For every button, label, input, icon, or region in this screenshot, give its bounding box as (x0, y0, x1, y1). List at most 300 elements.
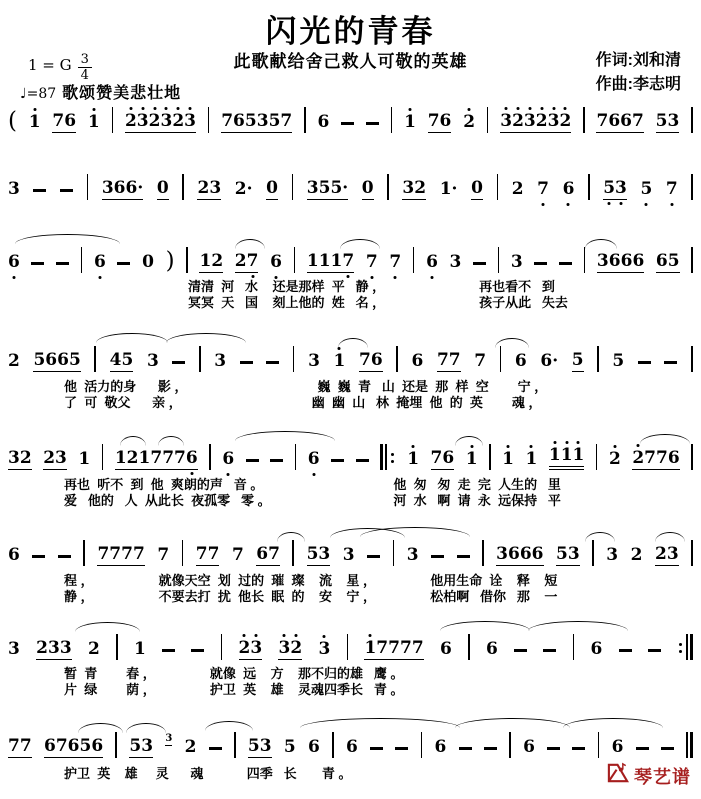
note-digit: 7 (358, 350, 371, 370)
note-group (52, 113, 76, 133)
note-digit: 1 (29, 114, 41, 131)
note-group (102, 180, 143, 200)
note-digit: 2 (630, 545, 643, 565)
octave-dot-above (283, 634, 286, 637)
note-digit: 1 (330, 251, 343, 271)
octave-dot-below (227, 473, 230, 476)
note-digit: 3 (308, 351, 320, 371)
note-group (502, 451, 514, 470)
note-digit: 6 (655, 251, 668, 271)
repeat-dot (391, 460, 394, 463)
barline (295, 444, 297, 470)
note-digit: 3 (449, 252, 462, 272)
note-group (256, 546, 280, 566)
note-digit: 1 (138, 448, 151, 468)
note-digit: 6 (45, 350, 58, 370)
note-group (8, 353, 20, 372)
note-group (612, 739, 624, 758)
note-digit: 7 (221, 111, 234, 131)
barline (691, 247, 693, 273)
note-digit: 3 (141, 736, 154, 756)
note-digit: 7 (132, 544, 145, 564)
note-group (450, 254, 462, 273)
note-digit: 5 (667, 251, 680, 271)
note-digit: 7 (52, 111, 65, 131)
note-group (402, 180, 426, 200)
note-digit: 6 (233, 111, 245, 131)
octave-dot-above (295, 634, 298, 637)
barline (597, 346, 599, 372)
note-digit: 7 (150, 448, 163, 468)
note-group (8, 641, 20, 660)
music-system (8, 342, 693, 410)
note-group (656, 113, 680, 133)
note-digit: 3 (496, 544, 508, 564)
barline (294, 247, 296, 273)
note-digit: 3 (524, 113, 536, 130)
note-digit: 2 (126, 448, 139, 468)
note-digit: 2 (512, 113, 524, 130)
barline (691, 174, 693, 200)
slur-arc (440, 621, 530, 631)
note-digit: 7 (247, 253, 259, 270)
dash-note (117, 262, 130, 265)
lyrics-line: 暂 青 春 ， 就像 远 方 那不归的雄 鹰 。 (64, 666, 404, 681)
note-digit: 2 (239, 640, 251, 657)
note-group (318, 641, 330, 660)
octave-dot-below (567, 203, 570, 206)
note-digit: 6 (434, 737, 447, 757)
note-digit: 3 (667, 111, 680, 131)
note-group (362, 180, 374, 200)
note-digit: 1 (318, 251, 331, 271)
note-group (666, 181, 678, 200)
notation-row (8, 440, 693, 470)
note-digit: 6 (523, 737, 535, 757)
note-group (8, 254, 20, 273)
note-group (307, 546, 331, 566)
note-digit: 3 (101, 178, 114, 198)
lyrics-line: 爱 他的 人 从此长 夜孤零 零 。 河 水 啊 请 永 远保持 平 (64, 493, 561, 508)
barline (292, 174, 294, 200)
music-system (8, 170, 693, 200)
note-digit: 0 (156, 178, 169, 198)
meter-denominator: 4 (80, 68, 89, 83)
dash-note (331, 459, 344, 462)
dash-note (240, 361, 253, 364)
note-digit: 6 (67, 736, 80, 756)
note-group (572, 352, 584, 372)
slur-arc (640, 434, 690, 444)
note-digit: 3 (500, 113, 512, 130)
note-digit: 5 (33, 350, 46, 370)
note-digit: 6 (611, 737, 624, 757)
note-digit: 5 (318, 178, 331, 198)
note-group (43, 450, 67, 470)
barline (221, 634, 223, 660)
barline (588, 174, 590, 200)
note-digit: 1 (502, 451, 514, 468)
note-digit: 2 (197, 178, 210, 198)
octave-dot-below (190, 472, 193, 475)
note-group (496, 546, 543, 566)
octave-dot-below (347, 275, 350, 278)
dash-note (209, 747, 222, 750)
octave-dot-below (312, 473, 315, 476)
note-digit: 1 (404, 114, 416, 131)
note-digit: 6 (8, 545, 20, 565)
note-digit: 6 (620, 111, 632, 131)
note-digit: 2 (234, 179, 247, 199)
note-digit: 3 (256, 111, 269, 131)
dash-note (484, 747, 497, 750)
note-digit: 5 (129, 736, 142, 756)
note-digit: 6 (531, 544, 544, 564)
barline (347, 634, 349, 660)
barline (209, 444, 211, 470)
barline (584, 247, 586, 273)
note-digit: 5 (640, 181, 652, 198)
note-digit: 6 (411, 351, 424, 371)
repeat-end (677, 634, 693, 660)
note-digit: 2 (511, 179, 524, 199)
dash-note (246, 459, 259, 462)
slur-arc (495, 338, 529, 348)
note-group (428, 113, 452, 133)
note-digit: 4 (109, 350, 122, 370)
note-group (612, 353, 624, 372)
octave-dot-below (251, 275, 254, 278)
octave-dot-above (540, 107, 543, 110)
slur-arc (126, 723, 166, 733)
barline (690, 732, 693, 758)
note-digit: 2 (609, 451, 621, 468)
note-group (235, 181, 253, 200)
note-group (308, 739, 320, 758)
note-group (486, 641, 498, 660)
note-digit: 7 (268, 544, 280, 564)
barline (583, 107, 585, 133)
note-digit: 1 (439, 179, 452, 199)
music-system (8, 243, 693, 310)
note-digit: 7 (342, 253, 354, 270)
dash-note (341, 122, 354, 125)
note-digit: 7 (644, 448, 656, 468)
note-group (78, 451, 90, 470)
note-group (606, 547, 618, 566)
note-group (157, 180, 169, 200)
note-group (440, 641, 452, 660)
note-digit: 7 (19, 736, 32, 756)
lyrics-line: 护卫 英 雄 灵 魂 四季 长 青 。 (64, 766, 352, 781)
dash-note (648, 649, 661, 652)
barline (387, 174, 389, 200)
note-digit: 2 (19, 448, 32, 468)
barline (182, 540, 184, 566)
note-digit: 7 (430, 448, 443, 468)
key-label: 1 = G (28, 56, 72, 74)
note-group (284, 739, 296, 758)
note-digit: 2 (36, 638, 48, 658)
note-digit: 6 (345, 737, 358, 757)
barline (596, 444, 598, 470)
note-digit: 5 (330, 178, 343, 198)
octave-dot-above (507, 445, 510, 448)
note-group (549, 447, 585, 470)
note-digit: 5 (571, 350, 584, 370)
barline (690, 634, 693, 660)
note-group (33, 352, 80, 372)
note-digit: 5 (244, 111, 257, 131)
dash-note (473, 262, 486, 265)
note-group (426, 254, 438, 273)
repeat-dots (679, 643, 682, 653)
barline (182, 174, 184, 200)
note-digit: 6 (514, 351, 527, 371)
note-digit: 2 (172, 113, 184, 130)
note-group (196, 546, 220, 566)
lyrics-line: 他 活力的身 影 ， 巍 巍 青 山 还是 那 样 空 宁 ， (64, 379, 548, 394)
note-group (437, 352, 461, 372)
notation-row (8, 170, 693, 200)
note-group (185, 739, 197, 758)
note-group (540, 353, 558, 372)
note-digit: 2 (463, 114, 475, 131)
note-digit: 5 (603, 180, 615, 197)
note-digit: 3 (402, 178, 415, 198)
dash-note (270, 459, 283, 462)
note-digit: 0 (142, 252, 154, 272)
repeat-dot (679, 643, 682, 646)
dash-note (559, 262, 572, 265)
note-group (29, 114, 41, 133)
barline (573, 634, 575, 660)
barline (102, 444, 104, 470)
dash-note (58, 555, 71, 558)
note-group (88, 641, 100, 660)
slur-arc (120, 436, 146, 446)
slur-arc (96, 333, 168, 343)
octave-dot-above (564, 107, 567, 110)
note-digit: 7 (55, 736, 68, 756)
music-system (8, 630, 693, 697)
note-digit: 6 (540, 351, 553, 371)
barline (498, 247, 500, 273)
notation-row (8, 103, 693, 133)
barline (385, 444, 387, 470)
note-digit: 7 (656, 448, 668, 468)
note-digit: 2 (87, 639, 100, 659)
note-digit: 3 (278, 640, 290, 657)
note-digit: 7 (411, 638, 424, 658)
dash-note (543, 649, 556, 652)
dash-note (172, 361, 185, 364)
note-group (278, 640, 302, 660)
octave-dot-above (408, 108, 411, 111)
note-digit: 3 (306, 178, 319, 198)
note-group (609, 451, 621, 470)
note-digit: 3 (8, 639, 20, 659)
dash-note (638, 361, 651, 364)
note-group (466, 451, 478, 470)
note-group (232, 547, 244, 566)
note-digit: 3 (548, 113, 560, 130)
note-group (512, 181, 524, 200)
note-digit: 1 (334, 353, 346, 370)
note-digit: 6 (43, 736, 56, 756)
note-group (591, 641, 603, 660)
barline (292, 540, 294, 566)
note-digit: 7 (632, 111, 644, 131)
site-logo (606, 761, 691, 791)
barline (332, 732, 334, 758)
note-group (631, 547, 643, 566)
note-digit: 7 (474, 351, 487, 371)
barline (81, 247, 83, 273)
note-digit: · (342, 178, 349, 198)
note-digit: 5 (655, 111, 668, 131)
note-digit: 3 (318, 544, 331, 564)
dash-note (431, 555, 444, 558)
slur-arc (235, 239, 265, 249)
note-group (556, 546, 580, 566)
octave-dot-above (530, 445, 533, 448)
barline (116, 634, 118, 660)
barline (489, 444, 491, 470)
octave-dot-above (613, 445, 616, 448)
note-digit: 3 (318, 641, 330, 658)
note-group (8, 181, 20, 200)
note-group (411, 353, 423, 372)
note-digit: 2 (290, 640, 302, 657)
slur-arc (166, 333, 246, 343)
note-digit: 3 (596, 251, 609, 271)
octave-dot-above (552, 107, 555, 110)
note-digit: 1 (526, 451, 538, 468)
note-digit: 2 (8, 351, 20, 371)
octave-dot-above (189, 107, 192, 110)
barline (393, 540, 395, 566)
slur-arc (78, 723, 123, 733)
octave-dot-below (608, 202, 611, 205)
note-digit: 7 (8, 736, 20, 756)
note-digit: 3 (259, 736, 272, 756)
note-digit: 3 (137, 113, 149, 130)
note-digit: 5 (306, 544, 319, 564)
note-group (308, 451, 320, 470)
dash-note (266, 361, 279, 364)
dash-note (664, 361, 677, 364)
note-digit: 3 (615, 180, 627, 197)
note-digit: 2 (234, 251, 247, 271)
barline (497, 174, 499, 200)
note-digit: 2 (43, 448, 56, 468)
barline (115, 732, 117, 758)
note-digit: 5 (612, 351, 625, 371)
note-digit: 6 (222, 451, 234, 468)
dash-note (356, 459, 369, 462)
barline (199, 346, 201, 372)
lyrics-line: 清清 河 水 还是那样 平 静 ， 再也看不 到 (188, 279, 555, 294)
note-group (346, 739, 358, 758)
note-digit: 6 (439, 639, 452, 659)
note-digit: 6 (439, 111, 452, 131)
note-digit: 2 (559, 113, 571, 130)
note-digit: 6 (8, 254, 20, 271)
slur-arc (75, 622, 140, 632)
note-digit: 5 (247, 736, 260, 756)
octave-dot-above (369, 634, 372, 637)
octave-dot-below (98, 276, 101, 279)
note-group (199, 253, 223, 273)
octave-dot-above (577, 441, 580, 444)
octave-dot-above (468, 108, 471, 111)
barline (482, 540, 484, 566)
dash-note (162, 649, 175, 652)
octave-dot-below (670, 203, 673, 206)
note-digit: 7 (666, 181, 678, 198)
note-digit: 6 (125, 178, 138, 198)
note-group (248, 738, 272, 758)
octave-dot-below (619, 202, 622, 205)
note-digit: 6 (94, 254, 106, 271)
note-digit: 2 (125, 113, 137, 130)
note-group (359, 352, 383, 372)
note-digit: 7 (399, 638, 412, 658)
octave-dot-above (243, 634, 246, 637)
slur-arc (655, 532, 685, 542)
note-digit: 7 (596, 111, 609, 131)
note-group (656, 253, 680, 273)
note-group (515, 353, 527, 372)
slur-arc (455, 436, 483, 446)
dash-note (572, 747, 585, 750)
note-digit: 7 (174, 448, 186, 468)
barline (691, 346, 693, 372)
barline (396, 346, 398, 372)
lyrics-line: 静 ， 不要去打 扰 他长 眠 的 安 宁 ， 松柏啊 借你 那 一 (64, 589, 558, 604)
dash-note (534, 262, 547, 265)
slur-arc (340, 239, 380, 249)
note-group (523, 739, 535, 758)
note-group (632, 450, 679, 470)
lyrics-line: 片 绿 荫 ， 护卫 英 雄 灵魂四季长 青 。 (64, 682, 404, 697)
dash-note (457, 555, 470, 558)
note-digit: 1 (78, 449, 91, 469)
barline (487, 107, 489, 133)
octave-dot-below (12, 276, 15, 279)
barline (413, 247, 415, 273)
barline (691, 107, 693, 133)
note-digit: 0 (266, 178, 278, 198)
slur-arc (205, 721, 253, 731)
composer-credit: 作曲:李志明 (595, 76, 681, 93)
note-digit: 2 (211, 251, 224, 271)
note-group (435, 739, 447, 758)
note-group (197, 180, 221, 200)
music-system (8, 440, 693, 508)
barline (421, 732, 423, 758)
note-digit: 6 (270, 254, 282, 271)
slur-arc (455, 718, 570, 728)
octave-dot-above (528, 107, 531, 110)
octave-dot-above (516, 107, 519, 110)
dash-note (31, 262, 44, 265)
note-group (500, 113, 571, 133)
phrase-paren: ( (8, 108, 17, 134)
note-digit: 6 (91, 736, 104, 756)
note-digit: 6 (519, 544, 532, 564)
